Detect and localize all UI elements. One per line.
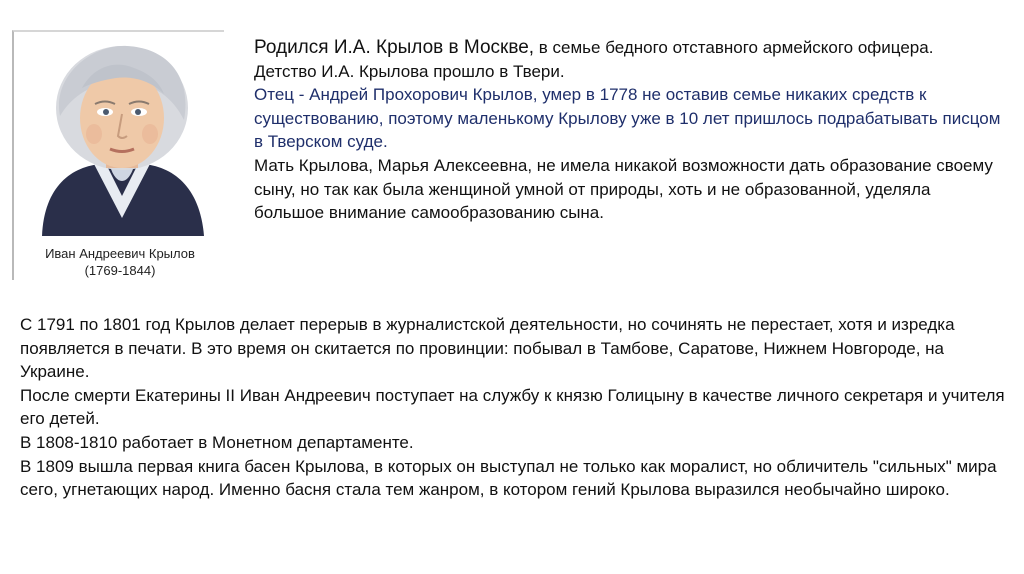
biography-intro	[254, 36, 1004, 225]
krylov-portrait-image	[32, 36, 212, 236]
birth-paragraph	[254, 36, 1004, 60]
career-paragraph-1: С 1791 по 1801 год Крылов делает перерыв в журналистской деятельности, но сочинять не перестает, хотя и изредка появляется в печати. В это время он скитается по провинции: побывал в Тамбове, Саратове, Нижнем Новгороде, на Украине.	[20, 315, 955, 382]
career-paragraph-2: После смерти Екатерины II Иван Андреевич поступает на службу к князю Голицыну в качестве личного секретаря и учителя его детей.	[20, 385, 1005, 429]
portrait-caption-name: Иван Андреевич Крылов	[45, 246, 195, 261]
career-paragraph-3: В 1808-1810 работает в Монетном департаменте.	[20, 432, 414, 452]
birth-lead: Родился И.А. Крылов в Москве,	[254, 37, 535, 58]
portrait-caption-years: (1769-1844)	[84, 263, 156, 278]
mother-paragraph: Мать Крылова, Марья Алексеевна, не имела никакой возможности дать образование своему сыну, но так как была женщиной умной от природы, хоть и не образованной, уделяла большое внимание самообразованию сына.	[254, 155, 993, 223]
birth-rest: в семье бедного отставного армейского офицера.	[534, 38, 934, 57]
father-paragraph: Отец - Андрей Прохорович Крылов, умер в 1778 не оставив семье никаких средств к существованию, поэтому маленькому Крылову уже в 10 лет пришлось подрабатывать писцом в Тверском суде.	[254, 85, 1001, 152]
career-paragraph-4: В 1809 вышла первая книга басен Крылова, в которых он выступал не только как моралист, но обличитель "сильных" мира сего, угнетающих народ. Именно басня стала тем жанром, в котором гений Крылова выразился необычайно широко.	[20, 456, 997, 500]
biography-career	[20, 313, 1010, 502]
portrait-card	[12, 30, 224, 280]
childhood-paragraph: Детство И.А. Крылова прошло в Твери.	[254, 61, 565, 81]
